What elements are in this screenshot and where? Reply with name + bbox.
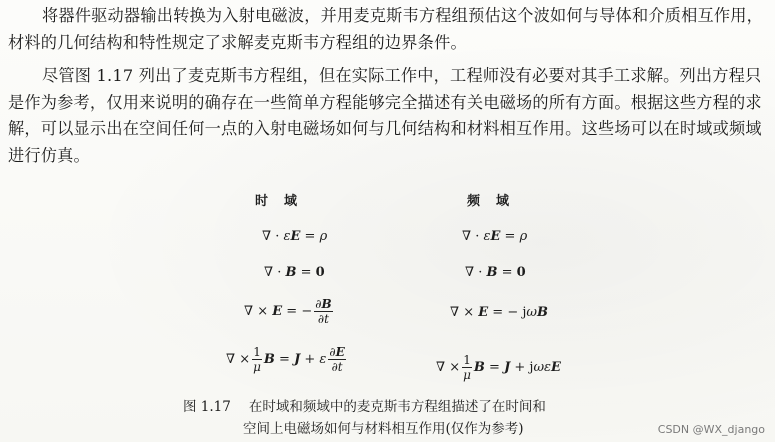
partial-fraction: $\frac{\partial B}{\partial t}$ <box>315 297 332 326</box>
inverse-mu-fraction: $\frac{1}{\mu}$ <box>253 345 261 374</box>
frequency-domain-equation-faraday: ∇ × E = − j ω B <box>450 305 548 320</box>
inverse-mu-fraction: $\frac{1}{\mu}$ <box>463 353 471 382</box>
time-domain-equation-gauss-electric: ∇ · ε E = ρ <box>262 229 328 244</box>
paragraph-2 <box>8 63 768 169</box>
watermark: CSDN @WX_django <box>657 423 765 436</box>
frequency-domain-equation-ampere: ∇ × $\frac{1}{\mu}$ B = J + j ωε E <box>436 353 561 382</box>
frequency-domain-heading: 频域 <box>467 194 526 209</box>
partial-fraction: $\frac{\partial E}{\partial t}$ <box>329 345 345 374</box>
time-domain-heading: 时域 <box>255 194 314 209</box>
frequency-domain-equation-gauss-electric: ∇ · ε E = ρ <box>462 229 528 244</box>
paragraph-1 <box>8 3 768 56</box>
time-domain-equation-faraday: ∇ × E = − $\frac{\partial B}{\partial t}$ <box>244 297 332 326</box>
figure-caption-line-1 <box>183 396 546 418</box>
frequency-domain-equation-gauss-magnetic: ∇ · B = 0 <box>465 265 526 280</box>
time-domain-equation-gauss-magnetic: ∇ · B = 0 <box>264 265 325 280</box>
figure-caption-line-2: 空间上电磁场如何与材料相互作用(仅作为参考) <box>243 421 524 437</box>
figure-caption-label: 图 1.17 <box>183 399 231 415</box>
time-domain-equation-ampere: ∇ × $\frac{1}{\mu}$ B = J + ε $\frac{\partial E}{\partial t}$ <box>226 345 345 374</box>
paragraph-2-text: 尽管图 1.17 列出了麦克斯韦方程组，但在实际工作中，工程师没有必要对其手工求解。列出方程只是作为参考，仅用来说明的确存在一些简单方程能够完全描述有关电磁场的所有方面。根据这些方程的求解，可以显示出在空间任何一点的入射电磁场如何与几何结构和材料相互作用。这些场可以在时域或频域进行仿真。 <box>8 66 762 165</box>
figure-caption-text-1: 在时域和频域中的麦克斯韦方程组描述了在时间和 <box>248 399 546 415</box>
paragraph-1-text: 将器件驱动器输出转换为入射电磁波，并用麦克斯韦方程组预估这个波如何与导体和介质相互作用，材料的几何结构和特性规定了求解麦克斯韦方程组的边界条件。 <box>8 6 764 52</box>
